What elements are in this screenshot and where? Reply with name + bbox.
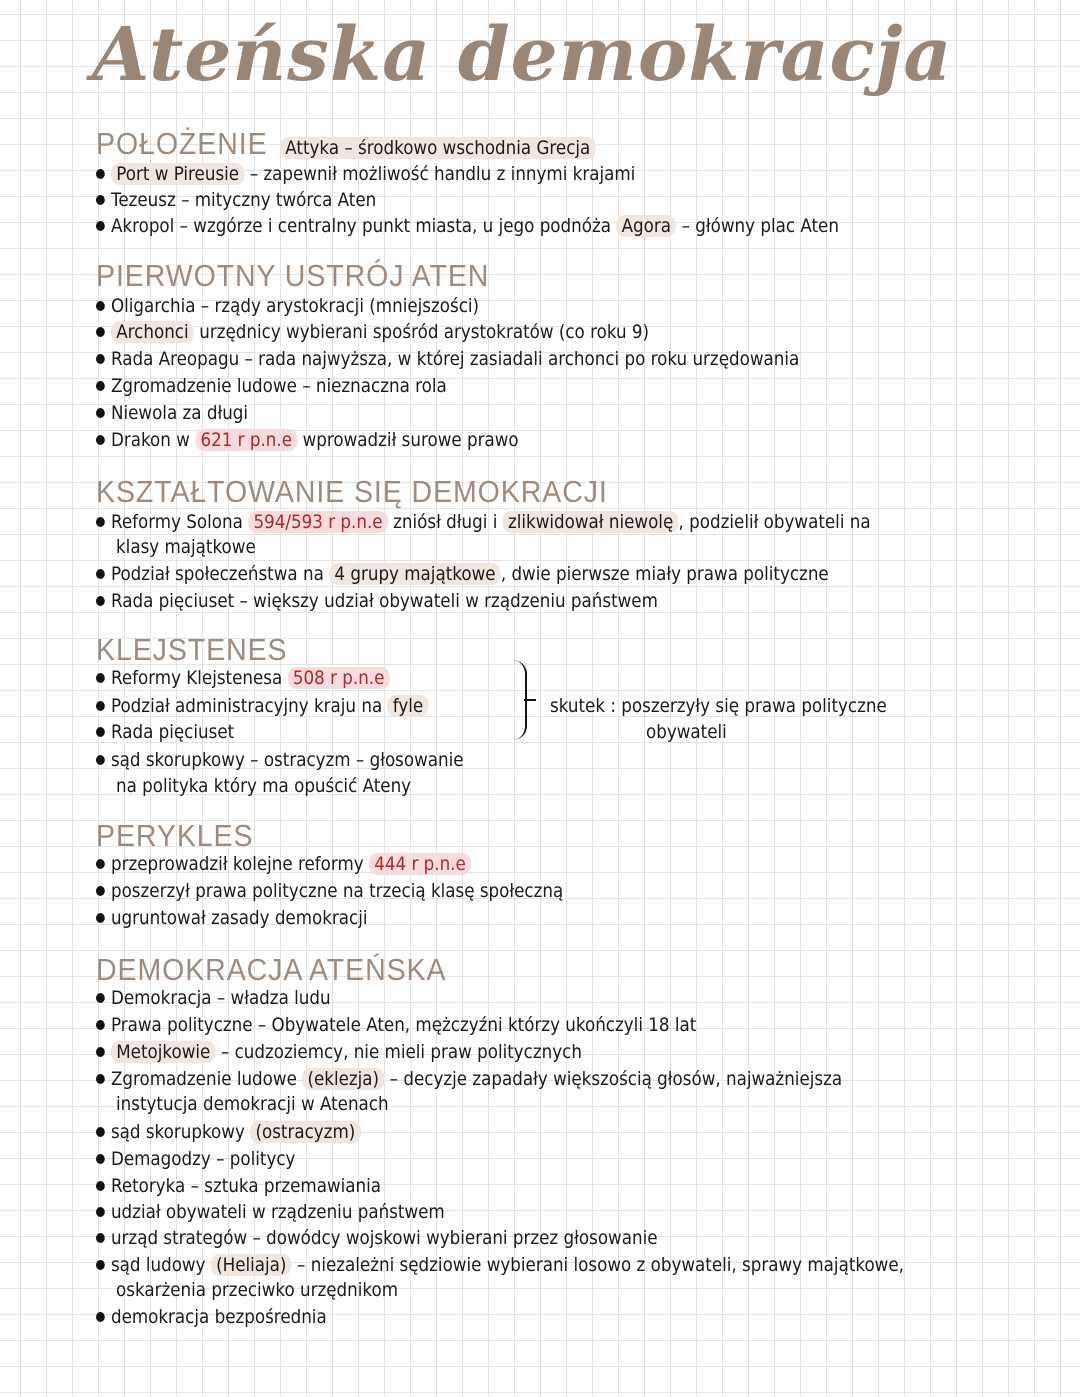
bullet-icon: [96, 1020, 105, 1030]
list-item: Metojkowie – cudzoziemcy, nie mieli praw politycznych: [96, 1040, 582, 1064]
bullet-icon: [96, 569, 105, 579]
list-item: Prawa polityczne – Obywatele Aten, mężczyźni którzy ukończyli 18 lat: [96, 1013, 696, 1037]
skutek-note: skutek : poszerzyły się prawa polityczne: [550, 695, 887, 717]
list-item: udział obywateli w rządzeniu państwem: [96, 1200, 445, 1224]
skutek-note-continuation: obywateli: [646, 721, 727, 743]
bullet-icon: [96, 169, 105, 179]
heading-ksztaltowanie: KSZTAŁTOWANIE SIĘ DEMOKRACJI: [96, 474, 608, 509]
bullet-icon: [96, 1154, 105, 1164]
list-item: Retoryka – sztuka przemawiania: [96, 1174, 381, 1198]
list-item: Tezeusz – mityczny twórca Aten: [96, 188, 376, 212]
bullet-icon: [96, 195, 105, 205]
bullet-icon: [96, 1127, 105, 1137]
list-item: Niewola za długi: [96, 401, 248, 425]
bullet-icon: [96, 435, 105, 445]
list-item-continuation: oskarżenia przeciwko urzędnikom: [116, 1279, 399, 1301]
bullet-icon: [96, 1233, 105, 1243]
bullet-icon: [96, 1074, 105, 1084]
list-item: Podział społeczeństwa na 4 grupy majątkowe , dwie pierwsze miały prawa polityczne: [96, 562, 829, 586]
list-item: Zgromadzenie ludowe – nieznaczna rola: [96, 374, 447, 398]
list-item-continuation: klasy majątkowe: [116, 536, 256, 558]
bullet-icon: [96, 727, 105, 737]
list-item: Archonci urzędnicy wybierani spośród arystokratów (co roku 9): [96, 320, 649, 344]
list-item: Rada Areopagu – rada najwyższa, w której zasiadali archonci po roku urzędowania: [96, 347, 799, 371]
list-item: Demagodzy – politycy: [96, 1147, 295, 1171]
list-item: Drakon w 621 r p.n.e wprowadził surowe prawo: [96, 428, 519, 452]
list-item: Podział administracyjny kraju na fyle: [96, 694, 429, 718]
bullet-icon: [96, 913, 105, 923]
list-item: Port w Pireusie – zapewnił możliwość handlu z innymi krajami: [96, 162, 635, 186]
heading-klejstenes: KLEJSTENES: [96, 632, 288, 667]
bullet-icon: [96, 1312, 105, 1322]
bullet-icon: [96, 1047, 105, 1057]
list-item: demokracja bezpośrednia: [96, 1305, 327, 1329]
list-item: Oligarchia – rządy arystokracji (mniejszości): [96, 294, 479, 318]
list-item: Rada pięciuset – większy udział obywateli w rządzeniu państwem: [96, 589, 658, 613]
list-item: urząd strategów – dowódcy wojskowi wybierani przez głosowanie: [96, 1226, 658, 1250]
bullet-icon: [96, 993, 105, 1003]
heading-pierwotny-ustroj: PIERWOTNY USTRÓJ ATEN: [96, 258, 490, 293]
page-title: Ateńska demokracja: [92, 12, 953, 98]
bullet-icon: [96, 886, 105, 896]
bullet-icon: [96, 859, 105, 869]
polozenie-intro: Attyka – środkowo wschodnia Grecja: [280, 136, 596, 160]
list-item: Akropol – wzgórze i centralny punkt miasta, u jego podnóża Agora – główny plac Aten: [96, 214, 839, 238]
bullet-icon: [96, 301, 105, 311]
bullet-icon: [96, 1260, 105, 1270]
list-item-continuation: na polityka który ma opuścić Ateny: [116, 775, 412, 797]
bullet-icon: [96, 221, 105, 231]
bullet-icon: [96, 327, 105, 337]
list-item: Rada pięciuset: [96, 720, 234, 744]
list-item: poszerzył prawa polityczne na trzecią klasę społeczną: [96, 879, 563, 903]
list-item: przeprowadził kolejne reformy 444 r p.n.e: [96, 852, 471, 876]
list-item: sąd skorupkowy (ostracyzm): [96, 1120, 361, 1144]
list-item-continuation: instytucja demokracji w Atenach: [116, 1093, 389, 1115]
list-item: Demokracja – władza ludu: [96, 986, 331, 1010]
bullet-icon: [96, 1181, 105, 1191]
bullet-icon: [96, 517, 105, 527]
bullet-icon: [96, 381, 105, 391]
bullet-icon: [96, 354, 105, 364]
bullet-icon: [96, 596, 105, 606]
list-item: Zgromadzenie ludowe (eklezja) – decyzje zapadały większością głosów, najważniejsza: [96, 1067, 842, 1091]
list-item: Reformy Solona 594/593 r p.n.e zniósł długi i zlikwidował niewolę , podzielił obywateli na: [96, 510, 871, 534]
list-item: Reformy Klejstenesa 508 r p.n.e: [96, 666, 390, 690]
list-item: sąd ludowy (Heliaja) – niezależni sędziowie wybierani losowo z obywateli, sprawy majątkowe,: [96, 1253, 904, 1277]
bullet-icon: [96, 701, 105, 711]
list-item: ugruntował zasady demokracji: [96, 906, 368, 930]
bullet-icon: [96, 673, 105, 683]
heading-polozenie: POŁOŻENIE: [96, 126, 268, 161]
heading-demokracja-atenska: DEMOKRACJA ATEŃSKA: [96, 952, 447, 987]
bullet-icon: [96, 408, 105, 418]
list-item: sąd skorupkowy – ostracyzm – głosowanie: [96, 748, 464, 772]
bullet-icon: [96, 1207, 105, 1217]
brace-tip: [524, 699, 536, 701]
bullet-icon: [96, 755, 105, 765]
heading-perykles: PERYKLES: [96, 818, 254, 853]
